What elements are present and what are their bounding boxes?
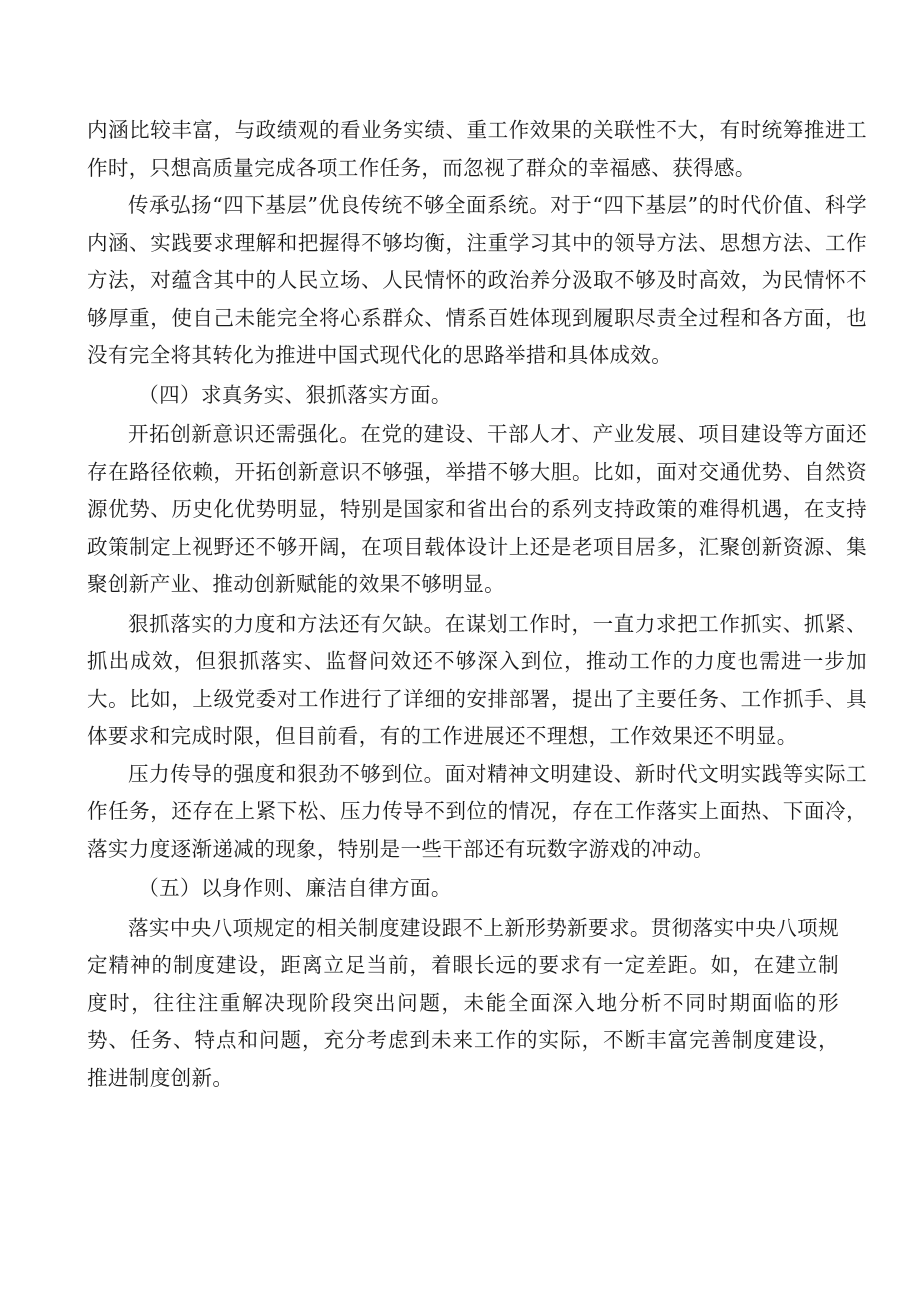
paragraph-eight-regulations: 落实中央八项规定的相关制度建设跟不上新形势新要求。贯彻落实中央八项规定精神的制度建设，距离立足当前，着眼长远的要求有一定差距。如，在建立制度时，往往注重解决现阶段突出问题，未能全面深入地分析不同时期面临的形势、任务、特点和问题，充分考虑到未来工作的实际，不断丰富完善制度建设，推进制度创新。 [87, 915, 839, 1090]
paragraph-four-down-tradition: 传承弘扬“四下基层”优良传统不够全面系统。对于“四下基层”的时代价值、科学内涵、实践要求理解和把握得不够均衡，注重学习其中的领导方法、思想方法、工作方法，对蕴含其中的人民立场、人民情怀的政治养分汲取不够及时高效，为民情怀不够厚重，使自己未能完全将心系群众、情系百姓体现到履职尽责全过程和各方面，也没有完全将其转化为推进中国式现代化的思路举措和具体成效。 [87, 193, 867, 367]
paragraph-continuation: 内涵比较丰富，与政绩观的看业务实绩、重工作效果的关联性不大，有时统筹推进工作时，只想高质量完成各项工作任务，而忽视了群众的幸福感、获得感。 [87, 118, 867, 180]
section-heading-four: （四）求真务实、狠抓落实方面。 [138, 382, 452, 407]
paragraph-implementation: 狠抓落实的力度和方法还有欠缺。在谋划工作时，一直力求把工作抓实、抓紧、抓出成效，但狠抓落实、监督问效还不够深入到位，推动工作的力度也需进一步加大。比如，上级党委对工作进行了详细的安排部署，提出了主要任务、工作抓手、具体要求和完成时限，但目前看，有的工作进展还不理想，工作效果还不明显。 [87, 611, 867, 748]
paragraph-pressure: 压力传导的强度和狠劲不够到位。面对精神文明建设、新时代文明实践等实际工作任务，还存在上紧下松、压力传导不到位的情况，存在工作落实上面热、下面冷，落实力度逐渐递减的现象，特别是一些干部还有玩数字游戏的冲动。 [87, 761, 867, 861]
document-body [87, 112, 867, 1097]
section-heading-five: （五）以身作则、廉洁自律方面。 [138, 876, 452, 900]
paragraph-innovation: 开拓创新意识还需强化。在党的建设、干部人才、产业发展、项目建设等方面还存在路径依赖，开拓创新意识不够强，举措不够大胆。比如，面对交通优势、自然资源优势、历史化优势明显，特别是国家和省出台的系列支持政策的难得机遇，在支持政策制定上视野还不够开阔，在项目载体设计上还是老项目居多，汇聚创新资源、集聚创新产业、推动创新赋能的效果不够明显。 [87, 422, 867, 596]
